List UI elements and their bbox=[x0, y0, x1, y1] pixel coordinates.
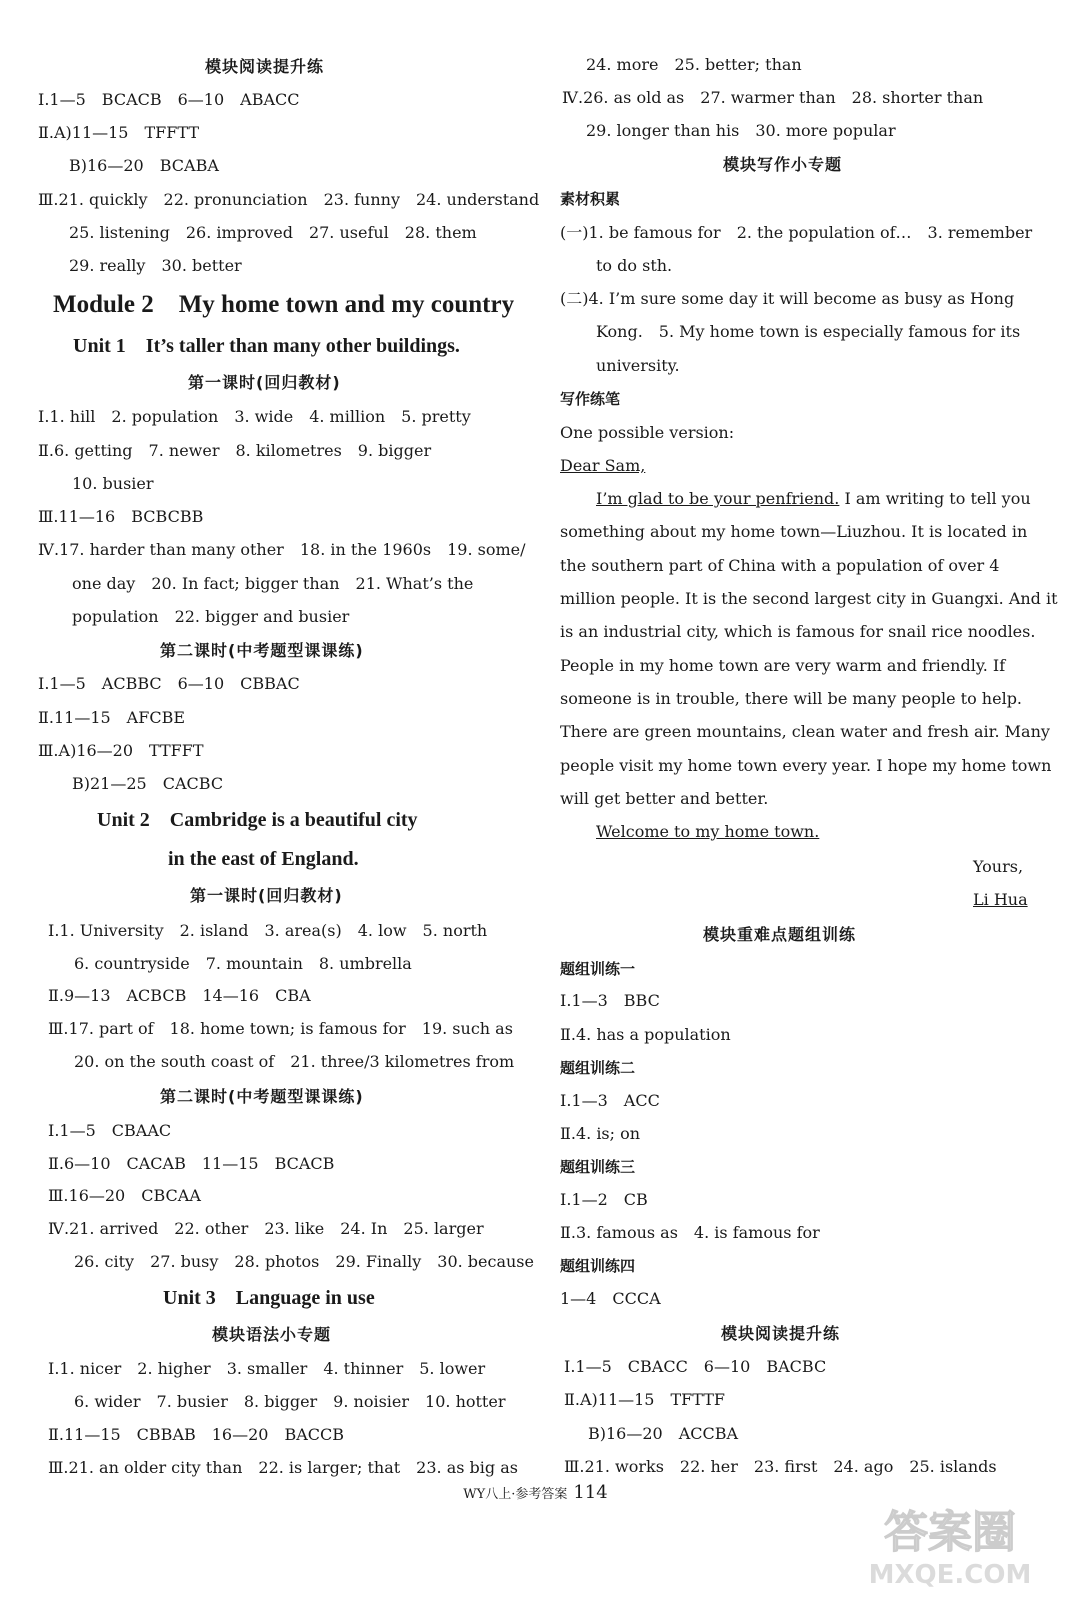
essay-closing-sentence: Welcome to my home town. bbox=[596, 822, 820, 841]
answer-line: (一)1. be famous for 2. the population of… 3. remember bbox=[560, 223, 1033, 242]
answer-line: 6. wider 7. busier 8. bigger 9. noisier 10. hotter bbox=[74, 1392, 506, 1411]
answer-line: Ⅲ.21. an older city than 22. is larger; that 23. as big as bbox=[48, 1458, 518, 1477]
answer-line: Ⅰ.1—2 CB bbox=[560, 1190, 648, 1209]
page-number: 114 bbox=[573, 1482, 608, 1503]
subsection-label: 写作练笔 bbox=[560, 390, 621, 408]
essay-opening-sentence: I’m glad to be your penfriend. bbox=[596, 489, 840, 508]
section-title: 第一课时(回归教材) bbox=[190, 886, 343, 905]
section-title: 模块重难点题组训练 bbox=[703, 925, 857, 944]
answer-line: 25. listening 26. improved 27. useful 28. them bbox=[69, 223, 477, 242]
essay-line: is an industrial city, which is famous for snail rice noodles. bbox=[560, 622, 1036, 641]
section-title: 模块阅读提升练 bbox=[721, 1324, 841, 1343]
answer-line: university. bbox=[596, 356, 680, 375]
section-title: 模块阅读提升练 bbox=[205, 57, 325, 76]
answer-line: Ⅰ.1—5 BCACB 6—10 ABACC bbox=[38, 90, 300, 109]
answer-line: Ⅳ.26. as old as 27. warmer than 28. shorter than bbox=[562, 88, 984, 107]
section-title: 模块写作小专题 bbox=[723, 155, 843, 174]
footer-tag: WY八上·参考答案 bbox=[463, 1487, 568, 1502]
answer-line: Ⅱ.6. getting 7. newer 8. kilometres 9. bigger bbox=[38, 441, 432, 460]
answer-line: Ⅱ.A)11—15 TFTTF bbox=[564, 1390, 725, 1409]
answer-line: B)16—20 BCABA bbox=[69, 156, 219, 175]
essay-line: One possible version: bbox=[560, 423, 735, 442]
answer-line: 24. more 25. better; than bbox=[586, 55, 802, 74]
unit-title: Unit 1 It’s taller than many other buildings. bbox=[73, 335, 460, 357]
essay-line bbox=[596, 488, 1031, 510]
answer-line: 6. countryside 7. mountain 8. umbrella bbox=[74, 954, 412, 973]
essay-text: I am writing to tell you bbox=[839, 489, 1031, 508]
essay-greeting: Dear Sam, bbox=[560, 456, 646, 475]
answer-line: to do sth. bbox=[596, 256, 673, 275]
essay-signature: Li Hua bbox=[973, 890, 1028, 909]
answer-line: Ⅰ.1—3 ACC bbox=[560, 1091, 660, 1110]
essay-line: the southern part of China with a population of over 4 bbox=[560, 556, 1000, 575]
answer-line: Ⅰ.1. University 2. island 3. area(s) 4. low 5. north bbox=[48, 921, 488, 940]
watermark-text: 答案圈 bbox=[884, 1507, 1016, 1558]
answer-line: B)16—20 ACCBA bbox=[588, 1424, 739, 1443]
answer-line: Ⅰ.1—5 ACBBC 6—10 CBBAC bbox=[38, 674, 300, 693]
answer-line: Ⅲ.A)16—20 TTFFT bbox=[38, 741, 204, 760]
answer-line: Ⅱ.11—15 CBBAB 16—20 BACCB bbox=[48, 1425, 345, 1444]
section-title: 第二课时(中考题型课课练) bbox=[160, 1087, 364, 1106]
section-title: 模块语法小专题 bbox=[212, 1325, 332, 1344]
answer-line: Ⅳ.21. arrived 22. other 23. like 24. In 25. larger bbox=[48, 1219, 484, 1238]
essay-line: people visit my home town every year. I hope my home town bbox=[560, 756, 1052, 775]
answer-line: 26. city 27. busy 28. photos 29. Finally 30. because bbox=[74, 1252, 534, 1271]
essay-line: someone is in trouble, there will be many people to help. bbox=[560, 689, 1023, 708]
answer-line: Ⅲ.11—16 BCBCBB bbox=[38, 507, 204, 526]
answer-line: Ⅰ.1—5 CBAAC bbox=[48, 1121, 172, 1140]
section-title: 第一课时(回归教材) bbox=[188, 373, 341, 392]
essay-line: People in my home town are very warm and friendly. If bbox=[560, 656, 1006, 675]
answer-line: population 22. bigger and busier bbox=[72, 607, 350, 626]
essay-line: something about my home town—Liuzhou. It is located in bbox=[560, 522, 1028, 541]
answer-line: Ⅱ.11—15 AFCBE bbox=[38, 708, 186, 727]
subsection-label: 题组训练四 bbox=[560, 1257, 636, 1275]
module-title: Module 2 My home town and my country bbox=[53, 291, 515, 318]
answer-line: Ⅰ.1. nicer 2. higher 3. smaller 4. thinner 5. lower bbox=[48, 1359, 486, 1378]
answer-line: Ⅱ.A)11—15 TFFTT bbox=[38, 123, 199, 142]
answer-line: Ⅲ.17. part of 18. home town; is famous for 19. such as bbox=[48, 1019, 513, 1038]
answer-line: Ⅱ.4. has a population bbox=[560, 1025, 731, 1044]
answer-line: Ⅱ.6—10 CACAB 11—15 BCACB bbox=[48, 1154, 335, 1173]
answer-line: Ⅰ.1—5 CBACC 6—10 BACBC bbox=[564, 1357, 827, 1376]
answer-line: Ⅱ.4. is; on bbox=[560, 1124, 641, 1143]
answer-line: Ⅲ.21. quickly 22. pronunciation 23. funny 24. understand bbox=[38, 190, 540, 209]
subsection-label: 题组训练三 bbox=[560, 1158, 636, 1176]
unit-title: in the east of England. bbox=[168, 848, 359, 870]
subsection-label: 题组训练一 bbox=[560, 960, 636, 978]
subsection-label: 素材积累 bbox=[560, 190, 621, 208]
answer-line: Ⅱ.9—13 ACBCB 14—16 CBA bbox=[48, 986, 311, 1005]
subsection-label: 题组训练二 bbox=[560, 1059, 636, 1077]
essay-line: million people. It is the second largest city in Guangxi. And it bbox=[560, 589, 1058, 608]
answer-line: Ⅲ.16—20 CBCAA bbox=[48, 1186, 201, 1205]
section-title: 第二课时(中考题型课课练) bbox=[160, 641, 364, 660]
answer-line: one day 20. In fact; bigger than 21. What’s the bbox=[72, 574, 474, 593]
answer-line: 29. really 30. better bbox=[69, 256, 242, 275]
essay-line: There are green mountains, clean water and fresh air. Many bbox=[560, 722, 1050, 741]
answer-line: 20. on the south coast of 21. three/3 kilometres from bbox=[74, 1052, 515, 1071]
answer-line: Ⅳ.17. harder than many other 18. in the 1960s 19. some/ bbox=[38, 540, 526, 559]
answer-line: 10. busier bbox=[72, 474, 154, 493]
unit-title: Unit 3 Language in use bbox=[163, 1287, 375, 1309]
answer-line: B)21—25 CACBC bbox=[72, 774, 224, 793]
essay-signoff: Yours, bbox=[973, 857, 1024, 876]
answer-line: Ⅱ.3. famous as 4. is famous for bbox=[560, 1223, 820, 1242]
answer-line: Ⅰ.1—3 BBC bbox=[560, 991, 660, 1010]
watermark-logo bbox=[845, 1495, 1055, 1590]
answer-line: Ⅲ.21. works 22. her 23. first 24. ago 25. islands bbox=[564, 1457, 997, 1476]
answer-line: Ⅰ.1. hill 2. population 3. wide 4. million 5. pretty bbox=[38, 407, 471, 426]
answer-line: 1—4 CCCA bbox=[560, 1289, 661, 1308]
essay-line: will get better and better. bbox=[560, 789, 769, 808]
answer-line: 29. longer than his 30. more popular bbox=[586, 121, 896, 140]
unit-title: Unit 2 Cambridge is a beautiful city bbox=[97, 809, 418, 831]
answer-line: (二)4. I’m sure some day it will become as busy as Hong bbox=[560, 289, 1015, 308]
answer-line: Kong. 5. My home town is especially famous for its bbox=[596, 322, 1021, 341]
watermark-url: MXQE.COM bbox=[868, 1560, 1032, 1590]
